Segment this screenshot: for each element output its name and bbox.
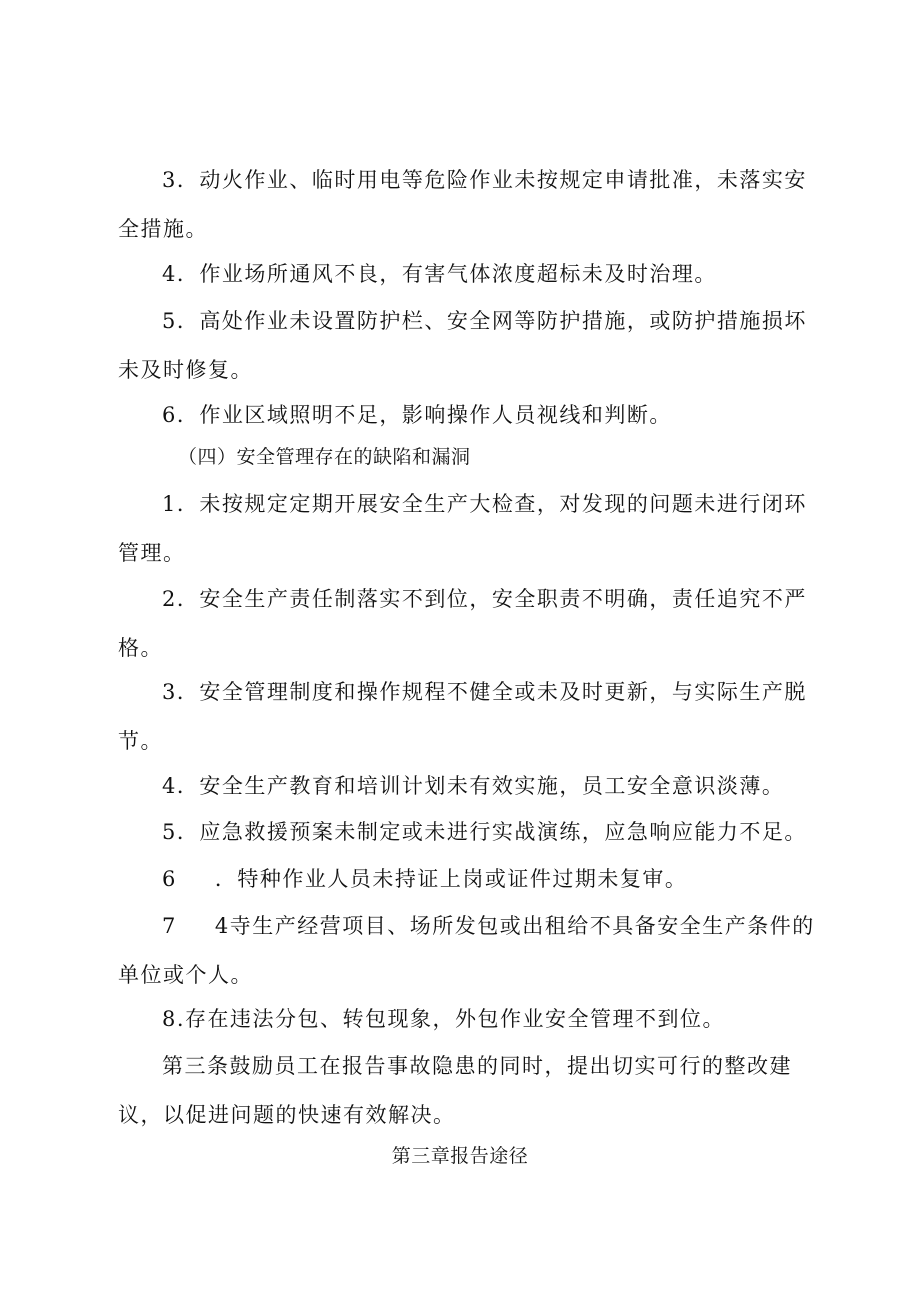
list-item-6-number: 6 [162, 867, 177, 891]
paragraph-item-6-lighting: 6．作业区域照明不足，影响操作人员视线和判断。 [162, 403, 672, 427]
list-item-3-regulations: 3．安全管理制度和操作规程不健全或未及时更新，与实际生产脱节。 [118, 680, 807, 753]
list-item-6-certification [118, 855, 818, 904]
list-item-8-outsourcing: 8.存在违法分包、转包现象，外包作业安全管理不到位。 [162, 1007, 726, 1031]
paragraph-item-5-height-work: 5．高处作业未设置防护栏、安全网等防护措施，或防护措施损坏未及时修复。 [118, 309, 807, 382]
paragraph-item-3-hot-work: 3．动火作业、临时用电等危险作业未按规定申请批准，未落实安全措施。 [118, 168, 807, 241]
list-item-7-number: 7 [162, 914, 177, 938]
list-item-6-text: ．特种作业人员未持证上岗或证件过期未复审。 [214, 867, 688, 891]
list-item-7-text: 4寺生产经营项目、场所发包或出租给不具备安全生产条件的单位或个人。 [118, 914, 815, 987]
paragraph-item-4-ventilation: 4．作业场所通风不良，有害气体浓度超标未及时治理。 [162, 262, 717, 286]
list-item-7-subcontract [118, 902, 818, 1000]
article-three: 第三条鼓励员工在报告事故隐患的同时，提出切实可行的整改建议，以促进问题的快速有效解决。 [118, 1054, 792, 1127]
list-item-1-inspection: 1．未按规定定期开展安全生产大检查，对发现的问题未进行闭环管理。 [118, 492, 807, 565]
list-item-4-training: 4．安全生产教育和培训计划未有效实施，员工安全意识淡薄。 [162, 774, 785, 798]
chapter-heading-three: 第三章报告途径 [391, 1145, 529, 1167]
list-item-5-emergency: 5．应急救援预案未制定或未进行实战演练，应急响应能力不足。 [162, 820, 807, 844]
list-item-2-responsibility: 2．安全生产责任制落实不到位，安全职责不明确，责任追究不严格。 [118, 587, 807, 660]
section-heading-four: （四）安全管理存在的缺陷和漏洞 [178, 446, 471, 468]
